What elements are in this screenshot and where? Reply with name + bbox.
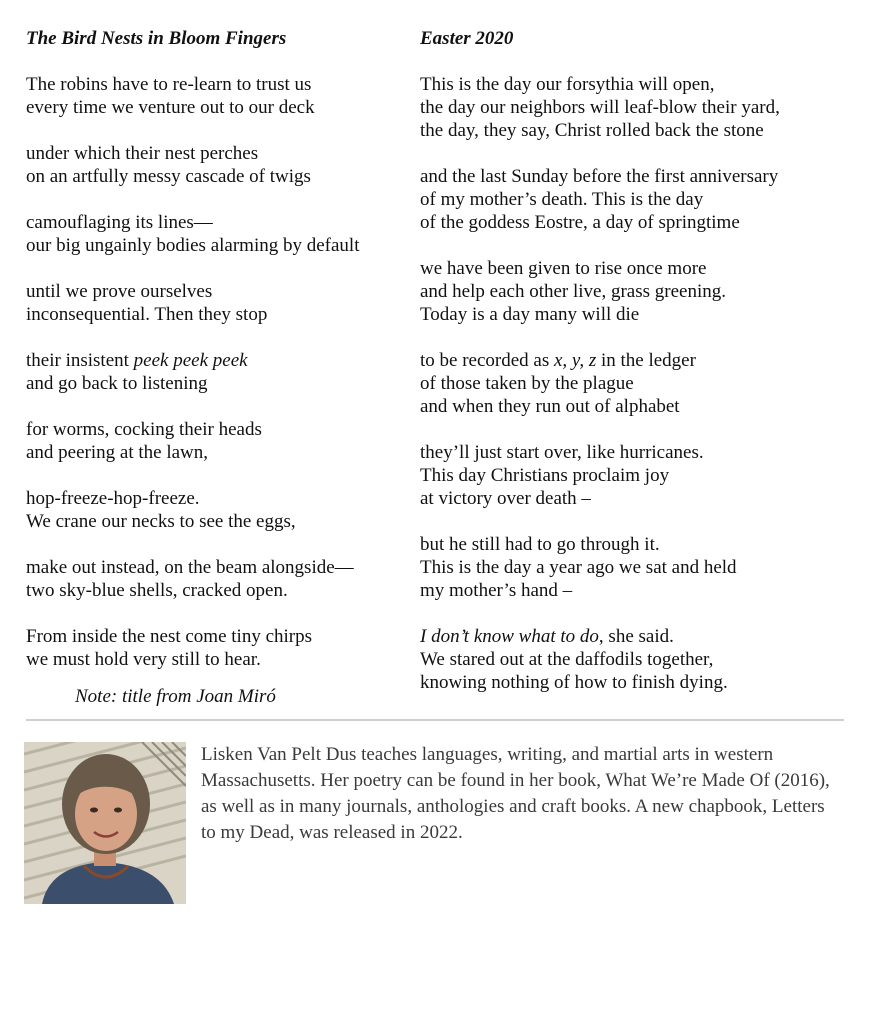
- poem-line: and go back to listening: [26, 373, 208, 394]
- poem-line: until we prove ourselves: [26, 281, 213, 302]
- poem-line: of those taken by the plague: [420, 373, 634, 394]
- poem-title: The Bird Nests in Bloom Fingers: [26, 28, 287, 49]
- author-photo: [24, 742, 186, 904]
- poem-title: Easter 2020: [420, 28, 514, 49]
- stanza: [26, 418, 411, 464]
- poem-line: we must hold very still to hear.: [26, 649, 261, 670]
- poem-line: of the goddess Eostre, a day of springtime: [420, 212, 740, 233]
- stanza: [420, 625, 860, 694]
- stanza: [26, 142, 411, 188]
- poem-line: From inside the nest come tiny chirps: [26, 626, 313, 647]
- poem-line: they’ll just start over, like hurricanes.: [420, 442, 704, 463]
- author-bio: Lisken Van Pelt Dus teaches languages, writing, and martial arts in western Massachusetts. Her poetry can be found in her book, What We’re Made Of (2016), as well as in many journals, anthologies and craft books. A new chapbook, Letters to my Dead, was released in 2022.: [201, 744, 830, 843]
- stanza: [26, 349, 411, 395]
- poem-left: [26, 27, 411, 708]
- stanza: [420, 533, 860, 602]
- poem-line: the day our neighbors will leaf-blow their yard,: [420, 97, 780, 118]
- stanza: [420, 441, 860, 510]
- stanza: [420, 349, 860, 418]
- poem-line: and peering at the lawn,: [26, 442, 209, 463]
- italic-phrase: peek peek peek: [133, 350, 248, 371]
- poem-line: the day, they say, Christ rolled back the stone: [420, 120, 764, 141]
- poem-line: The robins have to re-learn to trust us: [26, 74, 312, 95]
- poem-line: This is the day a year ago we sat and held: [420, 557, 737, 578]
- title-note: Note: title from Joan Miró: [75, 686, 276, 707]
- stanza: [420, 73, 860, 142]
- poem-line: on an artfully messy cascade of twigs: [26, 166, 311, 187]
- poem-line: under which their nest perches: [26, 143, 259, 164]
- poem-line: hop-freeze-hop-freeze.: [26, 488, 200, 509]
- poem-line: knowing nothing of how to finish dying.: [420, 672, 728, 693]
- poem-line: and the last Sunday before the first anniversary: [420, 166, 779, 187]
- stanza: [420, 165, 860, 234]
- line-segment: to be recorded as: [420, 350, 554, 371]
- poem-line: Today is a day many will die: [420, 304, 640, 325]
- poem-line: [420, 625, 860, 648]
- poem-line: our big ungainly bodies alarming by default: [26, 235, 360, 256]
- stanza: [420, 257, 860, 326]
- poem-line: [420, 349, 860, 372]
- stanza: [26, 556, 411, 602]
- italic-phrase: x, y, z: [554, 350, 597, 371]
- stanza: [26, 487, 411, 533]
- poem-line: [26, 349, 411, 372]
- poem-line: my mother’s hand –: [420, 580, 573, 601]
- poem-line: of my mother’s death. This is the day: [420, 189, 704, 210]
- italic-phrase: I don’t know what to do: [420, 626, 599, 647]
- stanza: [26, 625, 411, 671]
- poem-line: two sky-blue shells, cracked open.: [26, 580, 288, 601]
- poem-line: and when they run out of alphabet: [420, 396, 680, 417]
- poem-line: camouflaging its lines—: [26, 212, 213, 233]
- poem-line: and help each other live, grass greening.: [420, 281, 726, 302]
- poem-line: we have been given to rise once more: [420, 258, 707, 279]
- poem-line: inconsequential. Then they stop: [26, 304, 268, 325]
- poem-line: We crane our necks to see the eggs,: [26, 511, 296, 532]
- poem-line: for worms, cocking their heads: [26, 419, 262, 440]
- poem-line: but he still had to go through it.: [420, 534, 660, 555]
- line-segment: , she said.: [598, 626, 674, 647]
- poem-line: This day Christians proclaim joy: [420, 465, 670, 486]
- poem-line: We stared out at the daffodils together,: [420, 649, 714, 670]
- poem-line: This is the day our forsythia will open,: [420, 74, 715, 95]
- poem-body: [420, 73, 860, 694]
- section-divider: [26, 719, 844, 721]
- poem-line: at victory over death –: [420, 488, 591, 509]
- stanza: [26, 211, 411, 257]
- poem-right: [420, 27, 860, 717]
- poem-line: every time we venture out to our deck: [26, 97, 315, 118]
- poem-body: [26, 73, 411, 671]
- line-segment: their insistent: [26, 350, 134, 371]
- poem-line: make out instead, on the beam alongside—: [26, 557, 354, 578]
- stanza: [26, 73, 411, 119]
- line-segment: in the ledger: [596, 350, 696, 371]
- stanza: [26, 280, 411, 326]
